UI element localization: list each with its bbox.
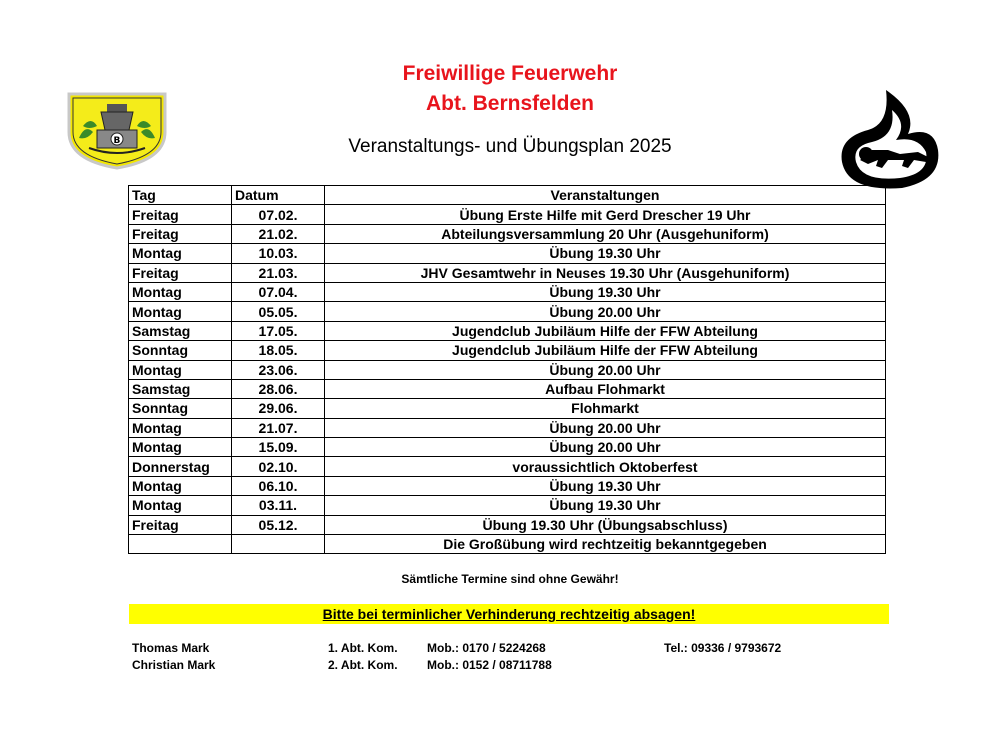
cell-date — [232, 535, 325, 554]
cell-event: Aufbau Flohmarkt — [325, 379, 886, 398]
cell-event: Übung 19.30 Uhr (Übungsabschluss) — [325, 515, 886, 534]
contact-mobile-1: Mob.: 0170 / 5224268 — [427, 641, 546, 655]
table-row — [129, 535, 886, 554]
cell-date: 21.02. — [232, 224, 325, 243]
cell-day: Freitag — [129, 224, 232, 243]
cell-event: Die Großübung wird rechtzeitig bekanntgegeben — [325, 535, 886, 554]
cell-day: Montag — [129, 496, 232, 515]
cell-date: 28.06. — [232, 379, 325, 398]
table-row — [129, 205, 886, 224]
table-row — [129, 360, 886, 379]
cell-day: Freitag — [129, 205, 232, 224]
cell-day: Samstag — [129, 321, 232, 340]
cell-date: 15.09. — [232, 438, 325, 457]
column-header-day: Tag — [129, 186, 232, 205]
cell-date: 10.03. — [232, 244, 325, 263]
column-header-date: Datum — [232, 186, 325, 205]
cell-day: Samstag — [129, 379, 232, 398]
contact-name-1: Thomas Mark — [132, 641, 210, 655]
cell-date: 02.10. — [232, 457, 325, 476]
page-title-line1: Freiwillige Feuerwehr — [402, 62, 618, 85]
table-row — [129, 418, 886, 437]
cell-day: Sonntag — [129, 399, 232, 418]
cell-date: 06.10. — [232, 476, 325, 495]
cell-day: Montag — [129, 418, 232, 437]
table-row — [129, 341, 886, 360]
cell-event: Übung 19.30 Uhr — [325, 476, 886, 495]
cell-day: Montag — [129, 244, 232, 263]
cell-day: Montag — [129, 302, 232, 321]
cell-date: 21.03. — [232, 263, 325, 282]
table-row — [129, 476, 886, 495]
svg-text:B: B — [113, 136, 121, 146]
table-row — [129, 224, 886, 243]
cell-date: 05.12. — [232, 515, 325, 534]
contact-name-2: Christian Mark — [132, 658, 216, 672]
cell-event: Übung 19.30 Uhr — [325, 496, 886, 515]
cell-event: Jugendclub Jubiläum Hilfe der FFW Abteilung — [325, 341, 886, 360]
cell-date: 07.02. — [232, 205, 325, 224]
cell-event: voraussichtlich Oktoberfest — [325, 457, 886, 476]
cell-day: Sonntag — [129, 341, 232, 360]
cell-day: Montag — [129, 360, 232, 379]
cell-event: Flohmarkt — [325, 399, 886, 418]
cell-event: Übung 19.30 Uhr — [325, 244, 886, 263]
page-title-line2: Abt. Bernsfelden — [425, 92, 595, 115]
cell-day: Freitag — [129, 515, 232, 534]
cell-event: JHV Gesamtwehr in Neuses 19.30 Uhr (Ausgehuniform) — [325, 263, 886, 282]
cell-event: Übung 20.00 Uhr — [325, 302, 886, 321]
table-row — [129, 399, 886, 418]
cell-event: Übung 20.00 Uhr — [325, 418, 886, 437]
cell-date: 05.05. — [232, 302, 325, 321]
page-subtitle: Veranstaltungs- und Übungsplan 2025 — [348, 136, 672, 157]
cell-date: 29.06. — [232, 399, 325, 418]
cell-event: Abteilungsversammlung 20 Uhr (Ausgehuniform) — [325, 224, 886, 243]
schedule-table-body — [129, 205, 886, 554]
cell-date: 23.06. — [232, 360, 325, 379]
cell-event: Übung Erste Hilfe mit Gerd Drescher 19 Uhr — [325, 205, 886, 224]
table-row — [129, 515, 886, 534]
cell-event: Übung 19.30 Uhr — [325, 282, 886, 301]
contact-role-2: 2. Abt. Kom. — [328, 658, 398, 672]
contact-tel-1: Tel.: 09336 / 9793672 — [664, 641, 782, 655]
table-row — [129, 496, 886, 515]
cell-day: Donnerstag — [129, 457, 232, 476]
table-row — [129, 457, 886, 476]
table-row — [129, 321, 886, 340]
cell-date: 03.11. — [232, 496, 325, 515]
cancellation-notice: Bitte bei terminlicher Verhinderung rechtzeitig absagen! — [129, 604, 889, 624]
cell-event: Jugendclub Jubiläum Hilfe der FFW Abteilung — [325, 321, 886, 340]
column-header-events: Veranstaltungen — [325, 186, 886, 205]
table-row — [129, 263, 886, 282]
cell-date: 17.05. — [232, 321, 325, 340]
cell-date: 18.05. — [232, 341, 325, 360]
table-header-row — [129, 186, 886, 205]
cell-event: Übung 20.00 Uhr — [325, 360, 886, 379]
table-row — [129, 244, 886, 263]
contact-mobile-2: Mob.: 0152 / 08711788 — [427, 658, 552, 672]
cell-day: Montag — [129, 282, 232, 301]
cell-day: Montag — [129, 438, 232, 457]
table-row — [129, 282, 886, 301]
table-row — [129, 302, 886, 321]
cell-day: Montag — [129, 476, 232, 495]
cell-event: Übung 20.00 Uhr — [325, 438, 886, 457]
schedule-table — [128, 185, 886, 554]
cell-day: Freitag — [129, 263, 232, 282]
cell-date: 21.07. — [232, 418, 325, 437]
cell-day — [129, 535, 232, 554]
cell-date: 07.04. — [232, 282, 325, 301]
disclaimer-text: Sämtliche Termine sind ohne Gewähr! — [401, 572, 619, 586]
contact-role-1: 1. Abt. Kom. — [328, 641, 398, 655]
table-row — [129, 379, 886, 398]
table-row — [129, 438, 886, 457]
